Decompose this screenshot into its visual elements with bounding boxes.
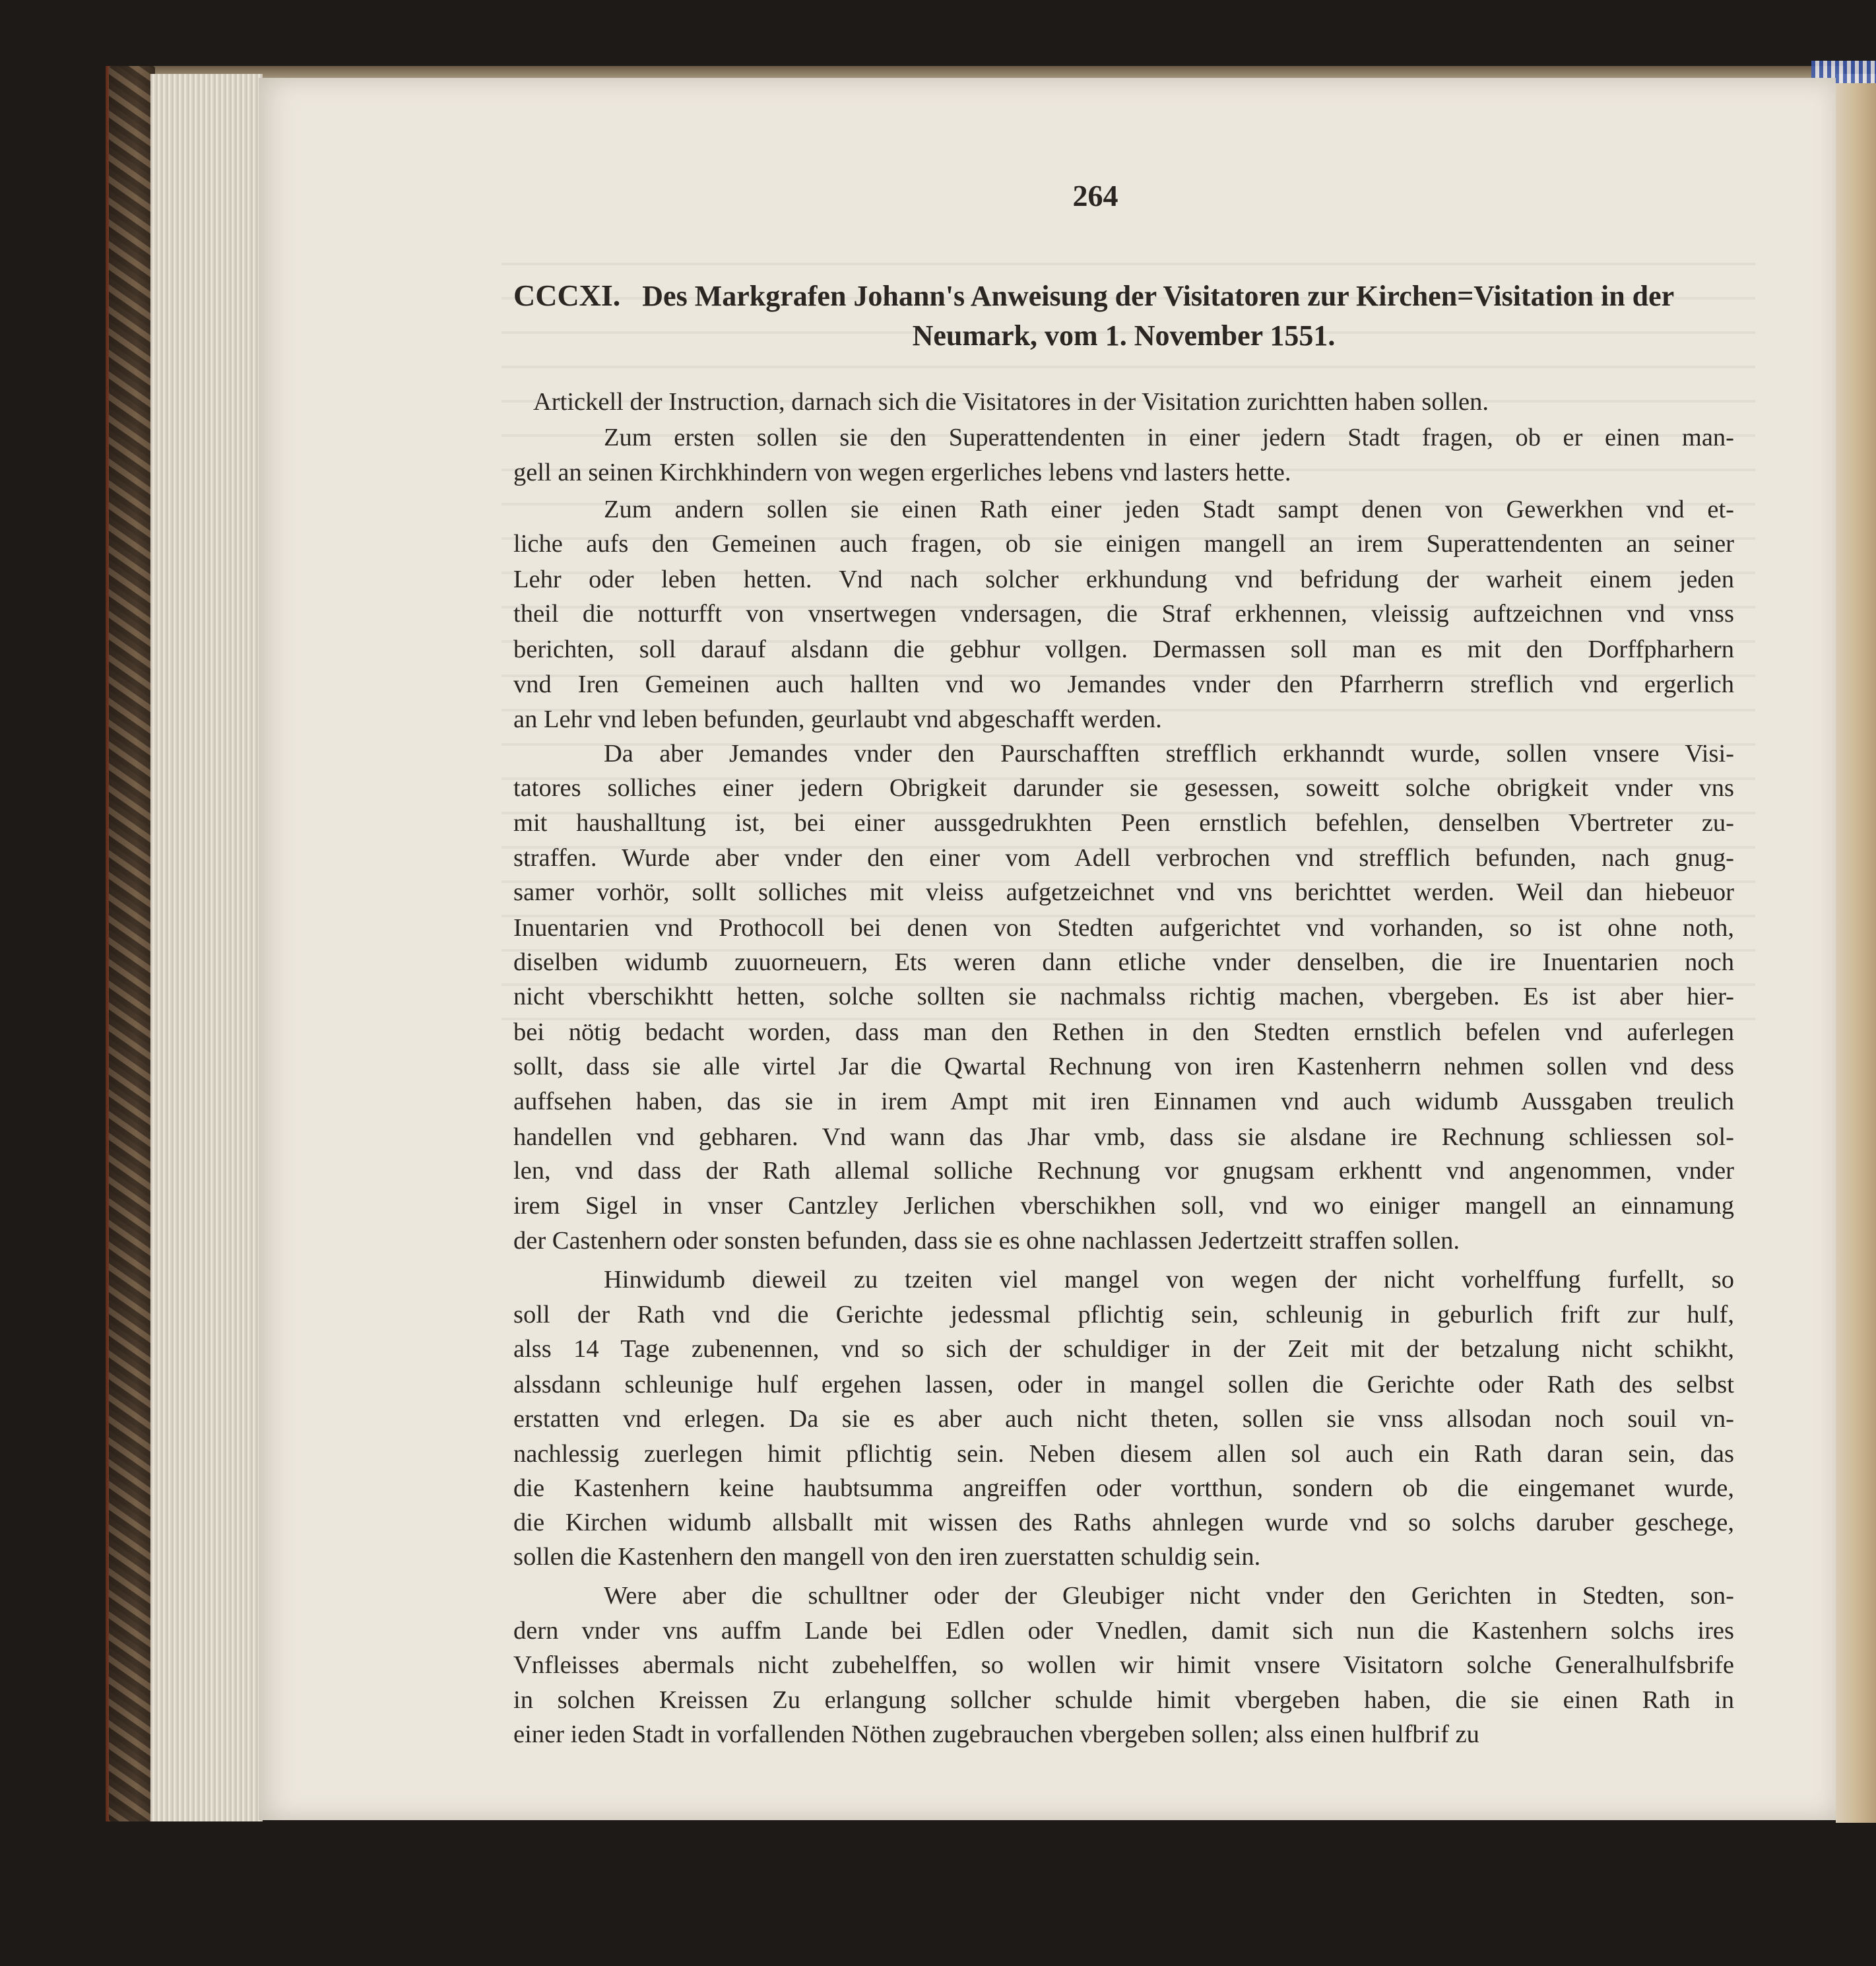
text-line: soll der Rath vnd die Gerichte jedessmal pflichtig sein, schleunig in geburlich frift zur hulf, [513,1301,1734,1328]
text-line: vnd Iren Gemeinen auch hallten vnd wo Jemandes vnder den Pfarrherrn streflich vnd ergerlich [513,671,1734,698]
page-edges [150,74,263,1821]
text-line: die Kastenhern keine haubtsumma angreiffen oder vortthun, sondern ob die eingemanet wurde, [513,1474,1734,1502]
marbled-cover [109,66,155,1821]
text-line: an Lehr vnd leben befunden, geurlaubt vnd abgeschafft werden. [513,705,1162,733]
text-line: in solchen Kreissen Zu erlangung sollcher schulde himit vbergeben haben, die sie einen Rath in [513,1686,1734,1714]
text-line: nachlessig zuerlegen himit pflichtig sein. Neben diesem allen sol auch ein Rath daran sein, das [513,1440,1734,1468]
document-heading [513,276,1734,356]
text-line: samer vorhör, sollt solliches mit vleiss aufgetzeichnet vnd vns berichttet werden. Weil dan hiebeuor [513,878,1734,906]
heading-line-1: Des Markgrafen Johann's Anweisung der Visitatoren zur Kirchen=Visitation in der [642,280,1675,312]
document-number: CCCXI. [513,279,621,312]
text-line: Were aber die schulltner oder der Gleubiger nicht vnder den Gerichten in Stedten, son- [604,1582,1734,1610]
text-line: len, vnd dass der Rath allemal solliche Rechnung vor gnugsam erkhentt vnd angenommen, vnder [513,1157,1734,1185]
text-line: diselben widumb zuuorneuern, Ets weren dann etliche vnder denselben, die ire Inuentarien noch [513,948,1734,976]
text-line: Artickell der Instruction, darnach sich die Visitatores in der Visitation zurichtten haben sollen. [533,388,1489,416]
text-line: Vnfleisses abermals nicht zubehelffen, so wollen wir himit vnsere Visitatorn solche Generalhulfsbrife [513,1651,1734,1679]
text-line: alss 14 Tage zubenennen, vnd so sich der schuldiger in der Zeit mit der betzalung nicht schikht, [513,1335,1734,1363]
text-line: Zum andern sollen sie einen Rath einer jeden Stadt sampt denen von Gewerkhen vnd et- [604,496,1734,523]
text-line: theil die notturfft von vnsertwegen vndersagen, die Straf erkhennen, vleissig auftzeichnen vnd vnss [513,600,1734,628]
text-line: dern vnder vns auffm Lande bei Edlen oder Vnedlen, damit sich nun die Kastenhern solchs ires [513,1617,1734,1645]
text-line: liche aufs den Gemeinen auch fragen, ob sie einigen mangell an irem Superattendenten an seiner [513,530,1734,558]
text-line: die Kirchen widumb allsballt mit wissen des Raths ahnlegen wurde vnd so solchs daruber geschege, [513,1509,1734,1536]
page-number: 264 [1072,179,1118,213]
text-line: Hinwidumb dieweil zu tzeiten viel mangel von wegen der nicht vorhelffung furfellt, so [604,1266,1734,1294]
text-line: bei nötig bedacht worden, dass man den Rethen in den Stedten ernstlich befelen vnd auferlegen [513,1018,1734,1046]
heading-line-2: Neumark, vom 1. November 1551. [912,319,1336,352]
text-line: nicht vberschikhtt hetten, solche sollten sie nachmalss richtig machen, vbergeben. Es ist aber hier- [513,983,1734,1010]
facing-page-edge [1836,74,1876,1823]
text-line: Inuentarien vnd Prothocoll bei denen von Stedten aufgerichtet vnd vorhanden, so ist ohne noth, [513,914,1734,942]
text-line: Lehr oder leben hetten. Vnd nach solcher erkhundung vnd befridung der warheit einem jeden [513,566,1734,593]
text-line: berichten, soll darauf alsdann die gebhur vollgen. Dermassen soll man es mit den Dorffpharhern [513,636,1734,663]
text-line: sollen die Kastenhern den mangell von den iren zuerstatten schuldig sein. [513,1543,1261,1571]
text-line: einer ieden Stadt in vorfallenden Nöthen zugebrauchen vbergeben sollen; alss einen hulfbrif zu [513,1720,1479,1748]
text-line: der Castenhern oder sonsten befunden, dass sie es ohne nachlassen Jedertzeitt straffen sollen. [513,1227,1460,1255]
text-line: auffsehen haben, das sie in irem Ampt mit iren Einnamen vnd auch widumb Aussgaben treulich [513,1088,1734,1115]
text-line: erstatten vnd erlegen. Da sie es aber auch nicht theten, sollen sie vnss allsodan noch souil vn- [513,1405,1734,1433]
text-line: straffen. Wurde aber vnder den einer vom Adell verbrochen vnd strefflich befunden, nach gnug- [513,844,1734,872]
text-line: Da aber Jemandes vnder den Paurschafften strefflich erkhanndt wurde, sollen vnsere Visi- [604,740,1734,768]
text-line: gell an seinen Kirchkhindern von wegen ergerliches lebens vnd lasters hette. [513,459,1291,486]
text-line: alssdann schleunige hulf ergehen lassen, oder in mangel sollen die Gerichte oder Rath des selbst [513,1371,1734,1398]
text-line: sollt, dass sie alle virtel Jar die Qwartal Rechnung von iren Kastenherrn nehmen sollen vnd dess [513,1053,1734,1080]
text-line: irem Sigel in vnser Cantzley Jerlichen vberschikhen soll, vnd wo einiger mangell an einnamung [513,1192,1734,1220]
text-line: mit haushalltung ist, bei einer aussgedrukhten Peen ernstlich befehlen, denselben Vbertreter zu- [513,809,1734,837]
text-line: tatores solliches einer jedern Obrigkeit darunder sie gesessen, soweitt solche obrigkeit vnder vns [513,774,1734,802]
text-line: Zum ersten sollen sie den Superattendenten in einer jedern Stadt fragen, ob er einen man- [604,424,1734,451]
text-line: handellen vnd gebharen. Vnd wann das Jhar vmb, dass sie alsdane ire Rechnung schliessen sol- [513,1123,1734,1151]
